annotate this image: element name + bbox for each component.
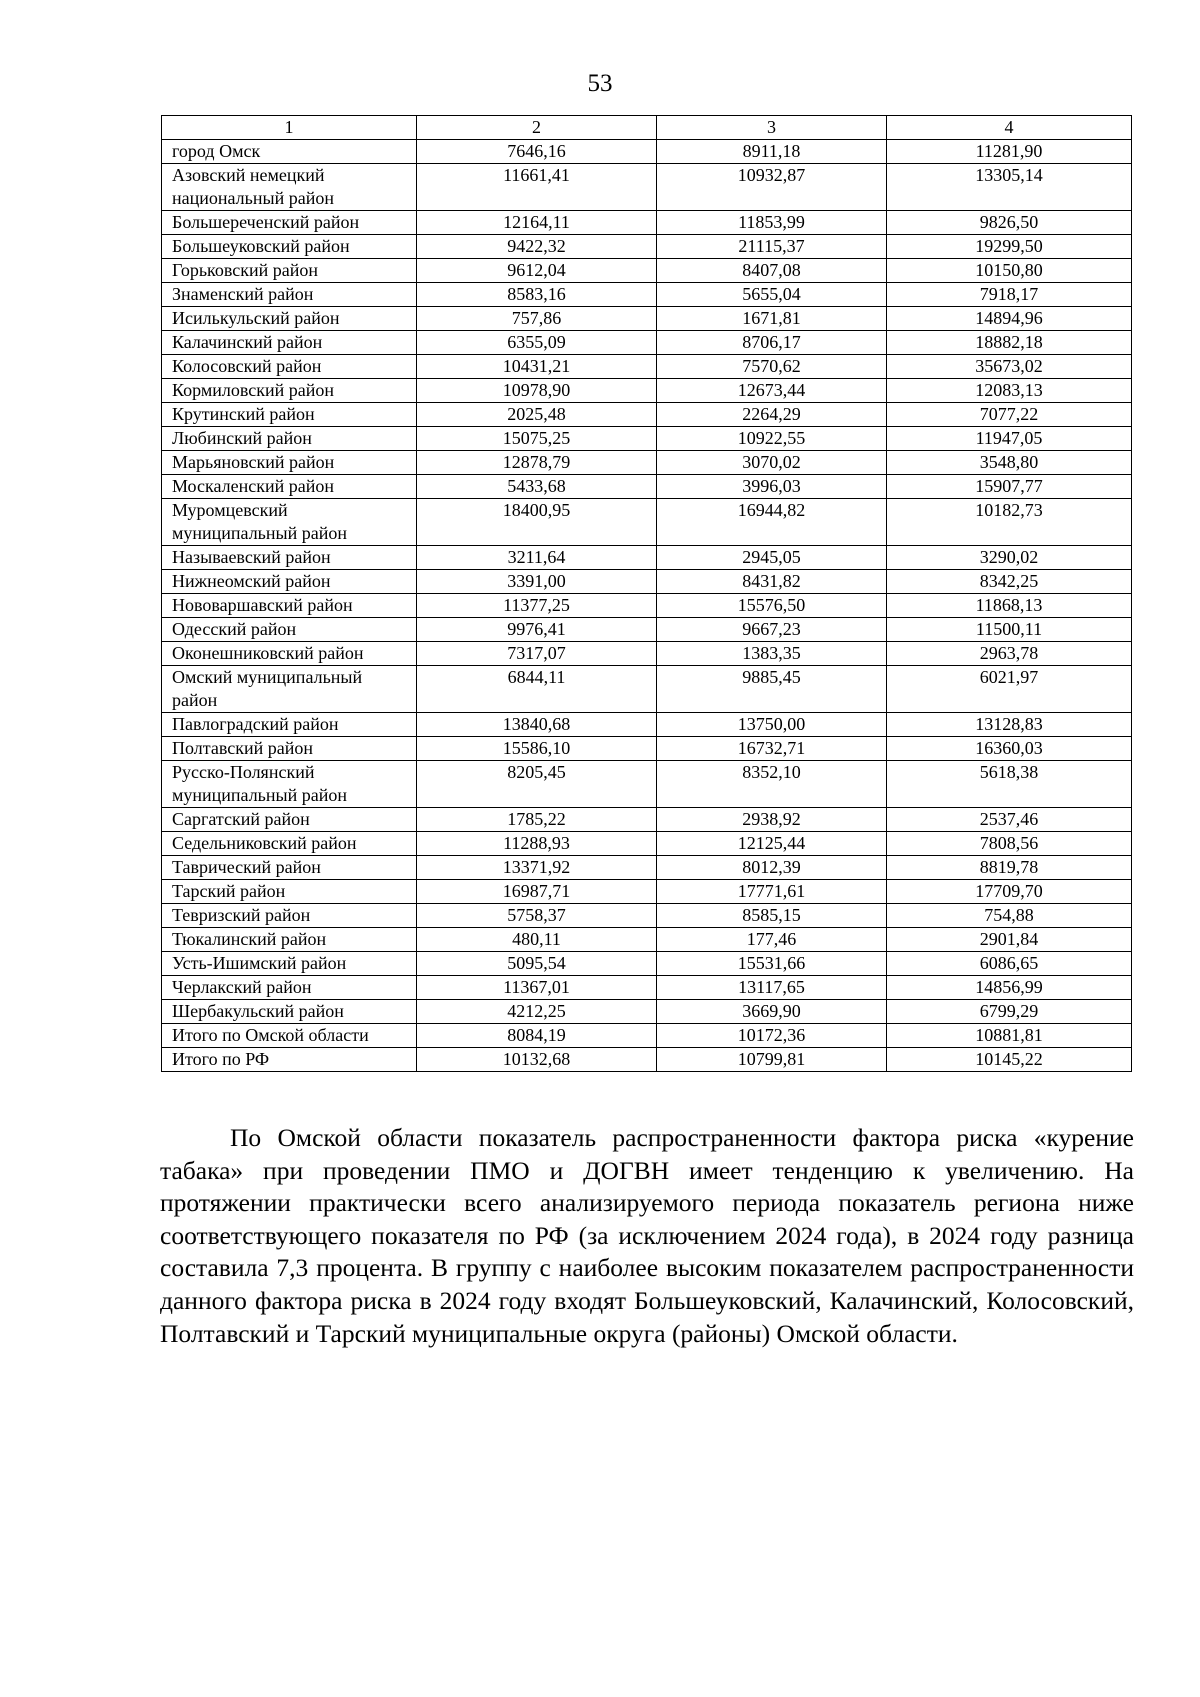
value-cell-col3: 10172,36	[657, 1024, 887, 1048]
value-cell-col4: 17709,70	[887, 880, 1132, 904]
value-cell-col2: 5433,68	[417, 475, 657, 499]
table-header-row	[162, 116, 1132, 140]
region-name-cell: Саргатский район	[162, 808, 417, 832]
value-cell-col2: 1785,22	[417, 808, 657, 832]
value-cell-col3: 9885,45	[657, 666, 887, 713]
table-row	[162, 856, 1132, 880]
region-name-cell: Таврический район	[162, 856, 417, 880]
table-row	[162, 1048, 1132, 1072]
value-cell-col4: 19299,50	[887, 235, 1132, 259]
table-row	[162, 1024, 1132, 1048]
value-cell-col2: 6844,11	[417, 666, 657, 713]
value-cell-col4: 8819,78	[887, 856, 1132, 880]
value-cell-col2: 16987,71	[417, 880, 657, 904]
value-cell-col2: 9422,32	[417, 235, 657, 259]
value-cell-col4: 10150,80	[887, 259, 1132, 283]
value-cell-col4: 10145,22	[887, 1048, 1132, 1072]
body-paragraph: По Омской области показатель распространенности фактора риска «курение табака» при проведении ПМО и ДОГВН имеет тенденцию к увеличению. На протяжении практически всего анализируемого периода показатель региона ниже соответствующего показателя по РФ (за исключением 2024 года), в 2024 году разница составила 7,3 процента. В группу с наиболее высоким показателем распространенности данного фактора риска в 2024 году входят Большеуковский, Калачинский, Колосовский, Полтавский и Тарский муниципальные округа (районы) Омской области.	[160, 1123, 1134, 1348]
table-row	[162, 976, 1132, 1000]
value-cell-col4: 10881,81	[887, 1024, 1132, 1048]
value-cell-col3: 16732,71	[657, 737, 887, 761]
value-cell-col2: 11377,25	[417, 594, 657, 618]
value-cell-col4: 13128,83	[887, 713, 1132, 737]
value-cell-col3: 10922,55	[657, 427, 887, 451]
table-row	[162, 928, 1132, 952]
value-cell-col2: 8205,45	[417, 761, 657, 808]
value-cell-col2: 7646,16	[417, 140, 657, 164]
value-cell-col2: 12878,79	[417, 451, 657, 475]
region-name-cell: Исилькульский район	[162, 307, 417, 331]
region-name-cell: Называевский район	[162, 546, 417, 570]
value-cell-col3: 8407,08	[657, 259, 887, 283]
table-body	[162, 140, 1132, 1072]
table-row	[162, 475, 1132, 499]
table-row	[162, 570, 1132, 594]
table-row	[162, 164, 1132, 211]
region-name-cell: Черлакский район	[162, 976, 417, 1000]
table-row	[162, 379, 1132, 403]
value-cell-col3: 7570,62	[657, 355, 887, 379]
value-cell-col3: 21115,37	[657, 235, 887, 259]
value-cell-col4: 35673,02	[887, 355, 1132, 379]
value-cell-col4: 10182,73	[887, 499, 1132, 546]
value-cell-col4: 7808,56	[887, 832, 1132, 856]
region-name-cell: Нижнеомский район	[162, 570, 417, 594]
value-cell-col2: 12164,11	[417, 211, 657, 235]
table-row	[162, 499, 1132, 546]
region-name-cell: Русско-Полянский муниципальный район	[162, 761, 417, 808]
value-cell-col3: 17771,61	[657, 880, 887, 904]
region-name-cell: город Омск	[162, 140, 417, 164]
value-cell-col3: 1383,35	[657, 642, 887, 666]
region-name-cell: Тевризский район	[162, 904, 417, 928]
value-cell-col3: 12673,44	[657, 379, 887, 403]
value-cell-col2: 10978,90	[417, 379, 657, 403]
column-header-1: 1	[162, 116, 417, 140]
table-row	[162, 331, 1132, 355]
region-name-cell: Кормиловский район	[162, 379, 417, 403]
value-cell-col2: 5095,54	[417, 952, 657, 976]
table-row	[162, 618, 1132, 642]
value-cell-col2: 15075,25	[417, 427, 657, 451]
value-cell-col4: 11868,13	[887, 594, 1132, 618]
value-cell-col4: 8342,25	[887, 570, 1132, 594]
value-cell-col3: 11853,99	[657, 211, 887, 235]
value-cell-col3: 2945,05	[657, 546, 887, 570]
value-cell-col4: 6086,65	[887, 952, 1132, 976]
value-cell-col2: 4212,25	[417, 1000, 657, 1024]
value-cell-col4: 11281,90	[887, 140, 1132, 164]
region-name-cell: Оконешниковский район	[162, 642, 417, 666]
value-cell-col4: 6021,97	[887, 666, 1132, 713]
value-cell-col2: 5758,37	[417, 904, 657, 928]
value-cell-col2: 11288,93	[417, 832, 657, 856]
value-cell-col3: 10932,87	[657, 164, 887, 211]
column-header-3: 3	[657, 116, 887, 140]
table-row	[162, 235, 1132, 259]
value-cell-col3: 8911,18	[657, 140, 887, 164]
table-row	[162, 307, 1132, 331]
value-cell-col3: 3996,03	[657, 475, 887, 499]
value-cell-col2: 8583,16	[417, 283, 657, 307]
value-cell-col4: 12083,13	[887, 379, 1132, 403]
value-cell-col3: 8585,15	[657, 904, 887, 928]
value-cell-col4: 11500,11	[887, 618, 1132, 642]
value-cell-col3: 3669,90	[657, 1000, 887, 1024]
value-cell-col2: 13840,68	[417, 713, 657, 737]
page-number: 53	[587, 70, 613, 97]
column-header-4: 4	[887, 116, 1132, 140]
region-name-cell: Любинский район	[162, 427, 417, 451]
table-row	[162, 808, 1132, 832]
table-row	[162, 259, 1132, 283]
value-cell-col4: 6799,29	[887, 1000, 1132, 1024]
value-cell-col3: 5655,04	[657, 283, 887, 307]
region-name-cell: Знаменский район	[162, 283, 417, 307]
table-row	[162, 642, 1132, 666]
region-name-cell: Большеуковский район	[162, 235, 417, 259]
value-cell-col4: 18882,18	[887, 331, 1132, 355]
region-name-cell: Павлоградский район	[162, 713, 417, 737]
value-cell-col3: 16944,82	[657, 499, 887, 546]
value-cell-col4: 13305,14	[887, 164, 1132, 211]
value-cell-col3: 10799,81	[657, 1048, 887, 1072]
table-row	[162, 283, 1132, 307]
region-name-cell: Нововаршавский район	[162, 594, 417, 618]
region-name-cell: Итого по РФ	[162, 1048, 417, 1072]
column-header-2: 2	[417, 116, 657, 140]
value-cell-col2: 8084,19	[417, 1024, 657, 1048]
value-cell-col2: 3391,00	[417, 570, 657, 594]
value-cell-col3: 8352,10	[657, 761, 887, 808]
region-name-cell: Одесский район	[162, 618, 417, 642]
value-cell-col3: 3070,02	[657, 451, 887, 475]
value-cell-col3: 8706,17	[657, 331, 887, 355]
value-cell-col2: 6355,09	[417, 331, 657, 355]
value-cell-col4: 14894,96	[887, 307, 1132, 331]
value-cell-col4: 2537,46	[887, 808, 1132, 832]
table-row	[162, 140, 1132, 164]
value-cell-col4: 3290,02	[887, 546, 1132, 570]
region-name-cell: Москаленский район	[162, 475, 417, 499]
value-cell-col2: 15586,10	[417, 737, 657, 761]
table-row	[162, 880, 1132, 904]
value-cell-col2: 2025,48	[417, 403, 657, 427]
value-cell-col3: 2938,92	[657, 808, 887, 832]
region-name-cell: Крутинский район	[162, 403, 417, 427]
table-row	[162, 713, 1132, 737]
value-cell-col4: 7077,22	[887, 403, 1132, 427]
value-cell-col2: 11367,01	[417, 976, 657, 1000]
value-cell-col4: 15907,77	[887, 475, 1132, 499]
value-cell-col2: 3211,64	[417, 546, 657, 570]
region-name-cell: Шербакульский район	[162, 1000, 417, 1024]
region-name-cell: Горьковский район	[162, 259, 417, 283]
region-name-cell: Усть-Ишимский район	[162, 952, 417, 976]
region-name-cell: Азовский немецкий национальный район	[162, 164, 417, 211]
value-cell-col3: 8012,39	[657, 856, 887, 880]
value-cell-col3: 2264,29	[657, 403, 887, 427]
region-name-cell: Тюкалинский район	[162, 928, 417, 952]
value-cell-col4: 3548,80	[887, 451, 1132, 475]
value-cell-col2: 9612,04	[417, 259, 657, 283]
value-cell-col3: 177,46	[657, 928, 887, 952]
table-row	[162, 403, 1132, 427]
table-row	[162, 666, 1132, 713]
value-cell-col4: 14856,99	[887, 976, 1132, 1000]
value-cell-col3: 8431,82	[657, 570, 887, 594]
region-name-cell: Седельниковский район	[162, 832, 417, 856]
value-cell-col2: 7317,07	[417, 642, 657, 666]
table-row	[162, 832, 1132, 856]
value-cell-col2: 18400,95	[417, 499, 657, 546]
region-name-cell: Марьяновский район	[162, 451, 417, 475]
value-cell-col3: 15576,50	[657, 594, 887, 618]
value-cell-col4: 2901,84	[887, 928, 1132, 952]
value-cell-col3: 12125,44	[657, 832, 887, 856]
region-name-cell: Колосовский район	[162, 355, 417, 379]
region-name-cell: Полтавский район	[162, 737, 417, 761]
value-cell-col4: 754,88	[887, 904, 1132, 928]
value-cell-col4: 5618,38	[887, 761, 1132, 808]
value-cell-col2: 11661,41	[417, 164, 657, 211]
table-row	[162, 451, 1132, 475]
value-cell-col4: 16360,03	[887, 737, 1132, 761]
value-cell-col3: 13117,65	[657, 976, 887, 1000]
table-row	[162, 594, 1132, 618]
value-cell-col4: 11947,05	[887, 427, 1132, 451]
value-cell-col3: 15531,66	[657, 952, 887, 976]
region-name-cell: Тарский район	[162, 880, 417, 904]
region-name-cell: Итого по Омской области	[162, 1024, 417, 1048]
value-cell-col2: 10132,68	[417, 1048, 657, 1072]
value-cell-col4: 7918,17	[887, 283, 1132, 307]
region-name-cell: Муромцевский муниципальный район	[162, 499, 417, 546]
table-row	[162, 761, 1132, 808]
table-row	[162, 211, 1132, 235]
table-row	[162, 546, 1132, 570]
value-cell-col3: 1671,81	[657, 307, 887, 331]
region-name-cell: Омский муниципальный район	[162, 666, 417, 713]
region-name-cell: Большереченский район	[162, 211, 417, 235]
value-cell-col2: 13371,92	[417, 856, 657, 880]
region-name-cell: Калачинский район	[162, 331, 417, 355]
value-cell-col3: 9667,23	[657, 618, 887, 642]
value-cell-col2: 10431,21	[417, 355, 657, 379]
value-cell-col4: 2963,78	[887, 642, 1132, 666]
table-row	[162, 355, 1132, 379]
data-table-container	[161, 115, 1131, 1072]
data-table	[161, 115, 1132, 1072]
value-cell-col3: 13750,00	[657, 713, 887, 737]
value-cell-col2: 757,86	[417, 307, 657, 331]
value-cell-col4: 9826,50	[887, 211, 1132, 235]
table-row	[162, 952, 1132, 976]
value-cell-col2: 9976,41	[417, 618, 657, 642]
table-row	[162, 1000, 1132, 1024]
table-row	[162, 737, 1132, 761]
table-row	[162, 904, 1132, 928]
value-cell-col2: 480,11	[417, 928, 657, 952]
table-row	[162, 427, 1132, 451]
